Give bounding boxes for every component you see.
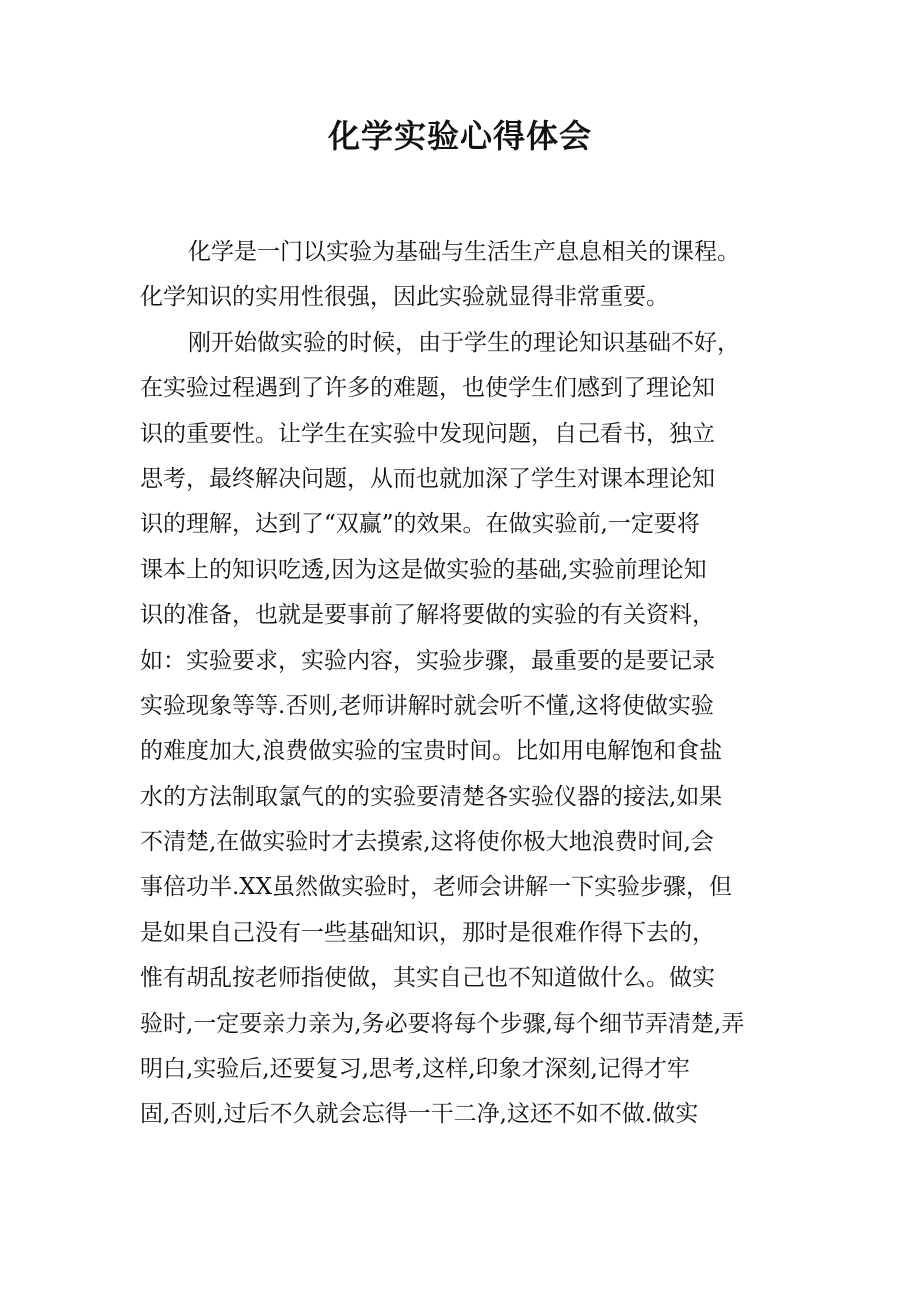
paragraph-line: 事倍功半.XX虽然做实验时，老师会讲解一下实验步骤，但 — [140, 874, 733, 901]
document-body — [140, 230, 820, 1138]
paragraph-line: 如：实验要求，实验内容，实验步骤，最重要的是要记录 — [140, 647, 715, 674]
paragraph-line: 化学知识的实用性很强，因此实验就显得非常重要。 — [140, 284, 669, 311]
paragraph-line: 验时,一定要亲力亲为,务必要将每个步骤,每个细节弄清楚,弄 — [140, 1010, 745, 1037]
paragraph-line: 惟有胡乱按老师指使做，其实自己也不知道做什么。做实 — [140, 965, 715, 992]
paragraph-line: 课本上的知识吃透,因为这是做实验的基础,实验前理论知 — [140, 556, 707, 583]
paragraph-line: 识的重要性。让学生在实验中发现问题，自己看书，独立 — [140, 420, 715, 447]
paragraph-line: 水的方法制取氯气的的实验要清楚各实验仪器的接法,如果 — [140, 783, 723, 810]
paragraph-line: 实验现象等等.否则,老师讲解时就会听不懂,这将使做实验 — [140, 692, 714, 719]
paragraph-line: 固,否则,过后不久就会忘得一干二净,这还不如不做.做实 — [140, 1101, 699, 1128]
paragraph-line: 刚开始做实验的时候，由于学生的理论知识基础不好， — [188, 329, 740, 356]
paragraph-line: 识的准备，也就是要事前了解将要做的实验的有关资料， — [140, 602, 715, 629]
paragraph-line: 是如果自己没有一些基础知识，那时是很难作得下去的， — [140, 919, 715, 946]
paragraph-line: 思考，最终解决问题，从而也就加深了学生对课本理论知 — [140, 465, 715, 492]
paragraph-line: 明白,实验后,还要复习,思考,这样,印象才深刻,记得才牢 — [140, 1056, 690, 1083]
paragraph-line: 在实验过程遇到了许多的难题，也使学生们感到了理论知 — [140, 375, 715, 402]
paragraph-line: 化学是一门以实验为基础与生活生产息息相关的课程。 — [188, 239, 740, 265]
paragraph-line: 不清楚,在做实验时才去摸索,这将使你极大地浪费时间,会 — [140, 829, 714, 856]
paragraph-line: 识的理解，达到了“双赢”的效果。在做实验前,一定要将 — [140, 511, 700, 538]
paragraph-line: 的难度加大,浪费做实验的宝贵时间。比如用电解饱和食盐 — [140, 738, 723, 765]
document-title: 化学实验心得体会 — [327, 117, 592, 155]
